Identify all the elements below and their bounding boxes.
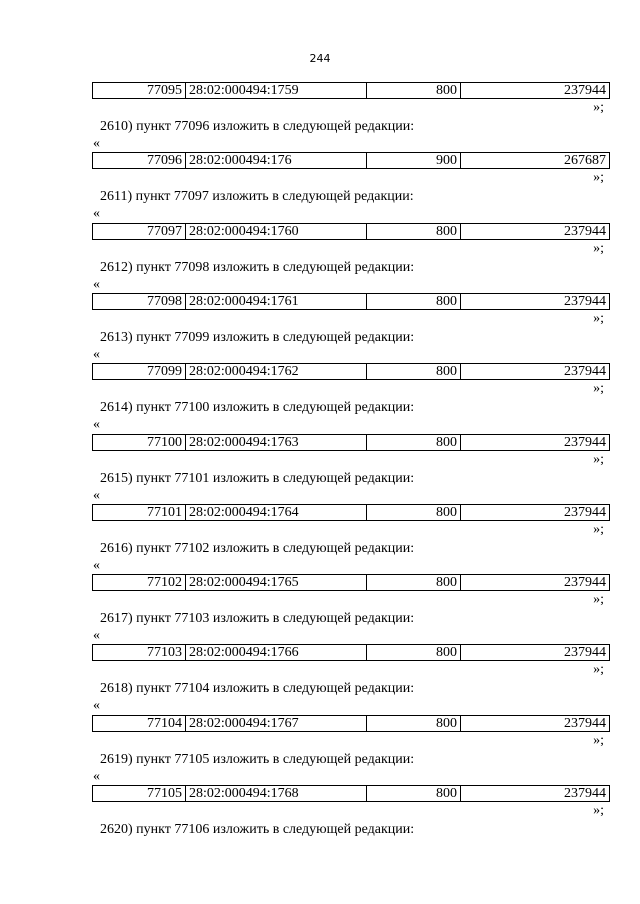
- value-cell: 237944: [564, 364, 606, 379]
- closing-quote: »;: [593, 662, 604, 677]
- area-cell: 800: [367, 786, 461, 801]
- opening-quote: «: [93, 698, 100, 713]
- row-number-cell: 77102: [93, 575, 186, 590]
- row-number-cell: 77105: [93, 786, 186, 801]
- area-cell: 800: [367, 294, 461, 309]
- table-row: [92, 504, 610, 521]
- area-cell: 800: [367, 575, 461, 590]
- opening-quote: «: [93, 136, 100, 151]
- closing-quote: »;: [593, 381, 604, 396]
- amendment-instruction: 2612) пункт 77098 изложить в следующей редакции:: [100, 260, 415, 275]
- value-cell: 237944: [564, 83, 606, 98]
- row-number-cell: 77099: [93, 364, 186, 379]
- row-number-cell: 77103: [93, 645, 186, 660]
- area-cell: 900: [367, 153, 461, 168]
- closing-quote: »;: [593, 241, 604, 256]
- value-cell: 237944: [564, 786, 606, 801]
- amendment-instruction: 2616) пункт 77102 изложить в следующей редакции:: [100, 541, 415, 556]
- value-cell: 237944: [564, 435, 606, 450]
- closing-quote: »;: [593, 170, 604, 185]
- table-row: [92, 715, 610, 732]
- table-row: [92, 434, 610, 451]
- amendment-instruction: 2617) пункт 77103 изложить в следующей редакции:: [100, 611, 415, 626]
- table-row: [92, 785, 610, 802]
- amendment-instruction: 2618) пункт 77104 изложить в следующей редакции:: [100, 681, 415, 696]
- area-cell: 800: [367, 435, 461, 450]
- cadastral-number-cell: 28:02:000494:1762: [186, 364, 367, 379]
- area-cell: 800: [367, 645, 461, 660]
- cadastral-number-cell: 28:02:000494:1759: [186, 83, 367, 98]
- closing-quote: »;: [593, 452, 604, 467]
- cadastral-number-cell: 28:02:000494:1765: [186, 575, 367, 590]
- row-number-cell: 77096: [93, 153, 186, 168]
- table-row: [92, 82, 610, 99]
- amendment-instruction: 2611) пункт 77097 изложить в следующей редакции:: [100, 189, 414, 204]
- table-row: [92, 644, 610, 661]
- closing-quote: »;: [593, 311, 604, 326]
- cadastral-number-cell: 28:02:000494:1761: [186, 294, 367, 309]
- amendment-instruction: 2615) пункт 77101 изложить в следующей редакции:: [100, 471, 415, 486]
- opening-quote: «: [93, 417, 100, 432]
- cadastral-number-cell: 28:02:000494:1768: [186, 786, 367, 801]
- row-number-cell: 77098: [93, 294, 186, 309]
- table-row: [92, 363, 610, 380]
- value-cell: 267687: [564, 153, 606, 168]
- opening-quote: «: [93, 769, 100, 784]
- row-number-cell: 77101: [93, 505, 186, 520]
- cadastral-number-cell: 28:02:000494:1763: [186, 435, 367, 450]
- row-number-cell: 77100: [93, 435, 186, 450]
- cadastral-number-cell: 28:02:000494:1766: [186, 645, 367, 660]
- area-cell: 800: [367, 505, 461, 520]
- opening-quote: «: [93, 206, 100, 221]
- value-cell: 237944: [564, 224, 606, 239]
- opening-quote: «: [93, 558, 100, 573]
- page-number: 244: [309, 52, 331, 65]
- table-row: [92, 223, 610, 240]
- cadastral-number-cell: 28:02:000494:176: [186, 153, 367, 168]
- closing-quote: »;: [593, 522, 604, 537]
- area-cell: 800: [367, 716, 461, 731]
- table-row: [92, 152, 610, 169]
- opening-quote: «: [93, 347, 100, 362]
- opening-quote: «: [93, 277, 100, 292]
- closing-quote: »;: [593, 592, 604, 607]
- cadastral-number-cell: 28:02:000494:1767: [186, 716, 367, 731]
- value-cell: 237944: [564, 575, 606, 590]
- opening-quote: «: [93, 628, 100, 643]
- amendment-instruction: 2613) пункт 77099 изложить в следующей редакции:: [100, 330, 415, 345]
- area-cell: 800: [367, 83, 461, 98]
- table-row: [92, 574, 610, 591]
- value-cell: 237944: [564, 294, 606, 309]
- amendment-instruction: 2610) пункт 77096 изложить в следующей редакции:: [100, 119, 415, 134]
- value-cell: 237944: [564, 645, 606, 660]
- closing-quote: »;: [593, 100, 604, 115]
- amendment-instruction: 2614) пункт 77100 изложить в следующей редакции:: [100, 400, 415, 415]
- area-cell: 800: [367, 224, 461, 239]
- row-number-cell: 77104: [93, 716, 186, 731]
- value-cell: 237944: [564, 716, 606, 731]
- closing-quote: »;: [593, 733, 604, 748]
- amendment-instruction: 2619) пункт 77105 изложить в следующей редакции:: [100, 752, 415, 767]
- table-row: [92, 293, 610, 310]
- closing-quote: »;: [593, 803, 604, 818]
- row-number-cell: 77097: [93, 224, 186, 239]
- opening-quote: «: [93, 488, 100, 503]
- amendment-instruction: 2620) пункт 77106 изложить в следующей редакции:: [100, 822, 415, 837]
- value-cell: 237944: [564, 505, 606, 520]
- row-number-cell: 77095: [93, 83, 186, 98]
- area-cell: 800: [367, 364, 461, 379]
- cadastral-number-cell: 28:02:000494:1764: [186, 505, 367, 520]
- cadastral-number-cell: 28:02:000494:1760: [186, 224, 367, 239]
